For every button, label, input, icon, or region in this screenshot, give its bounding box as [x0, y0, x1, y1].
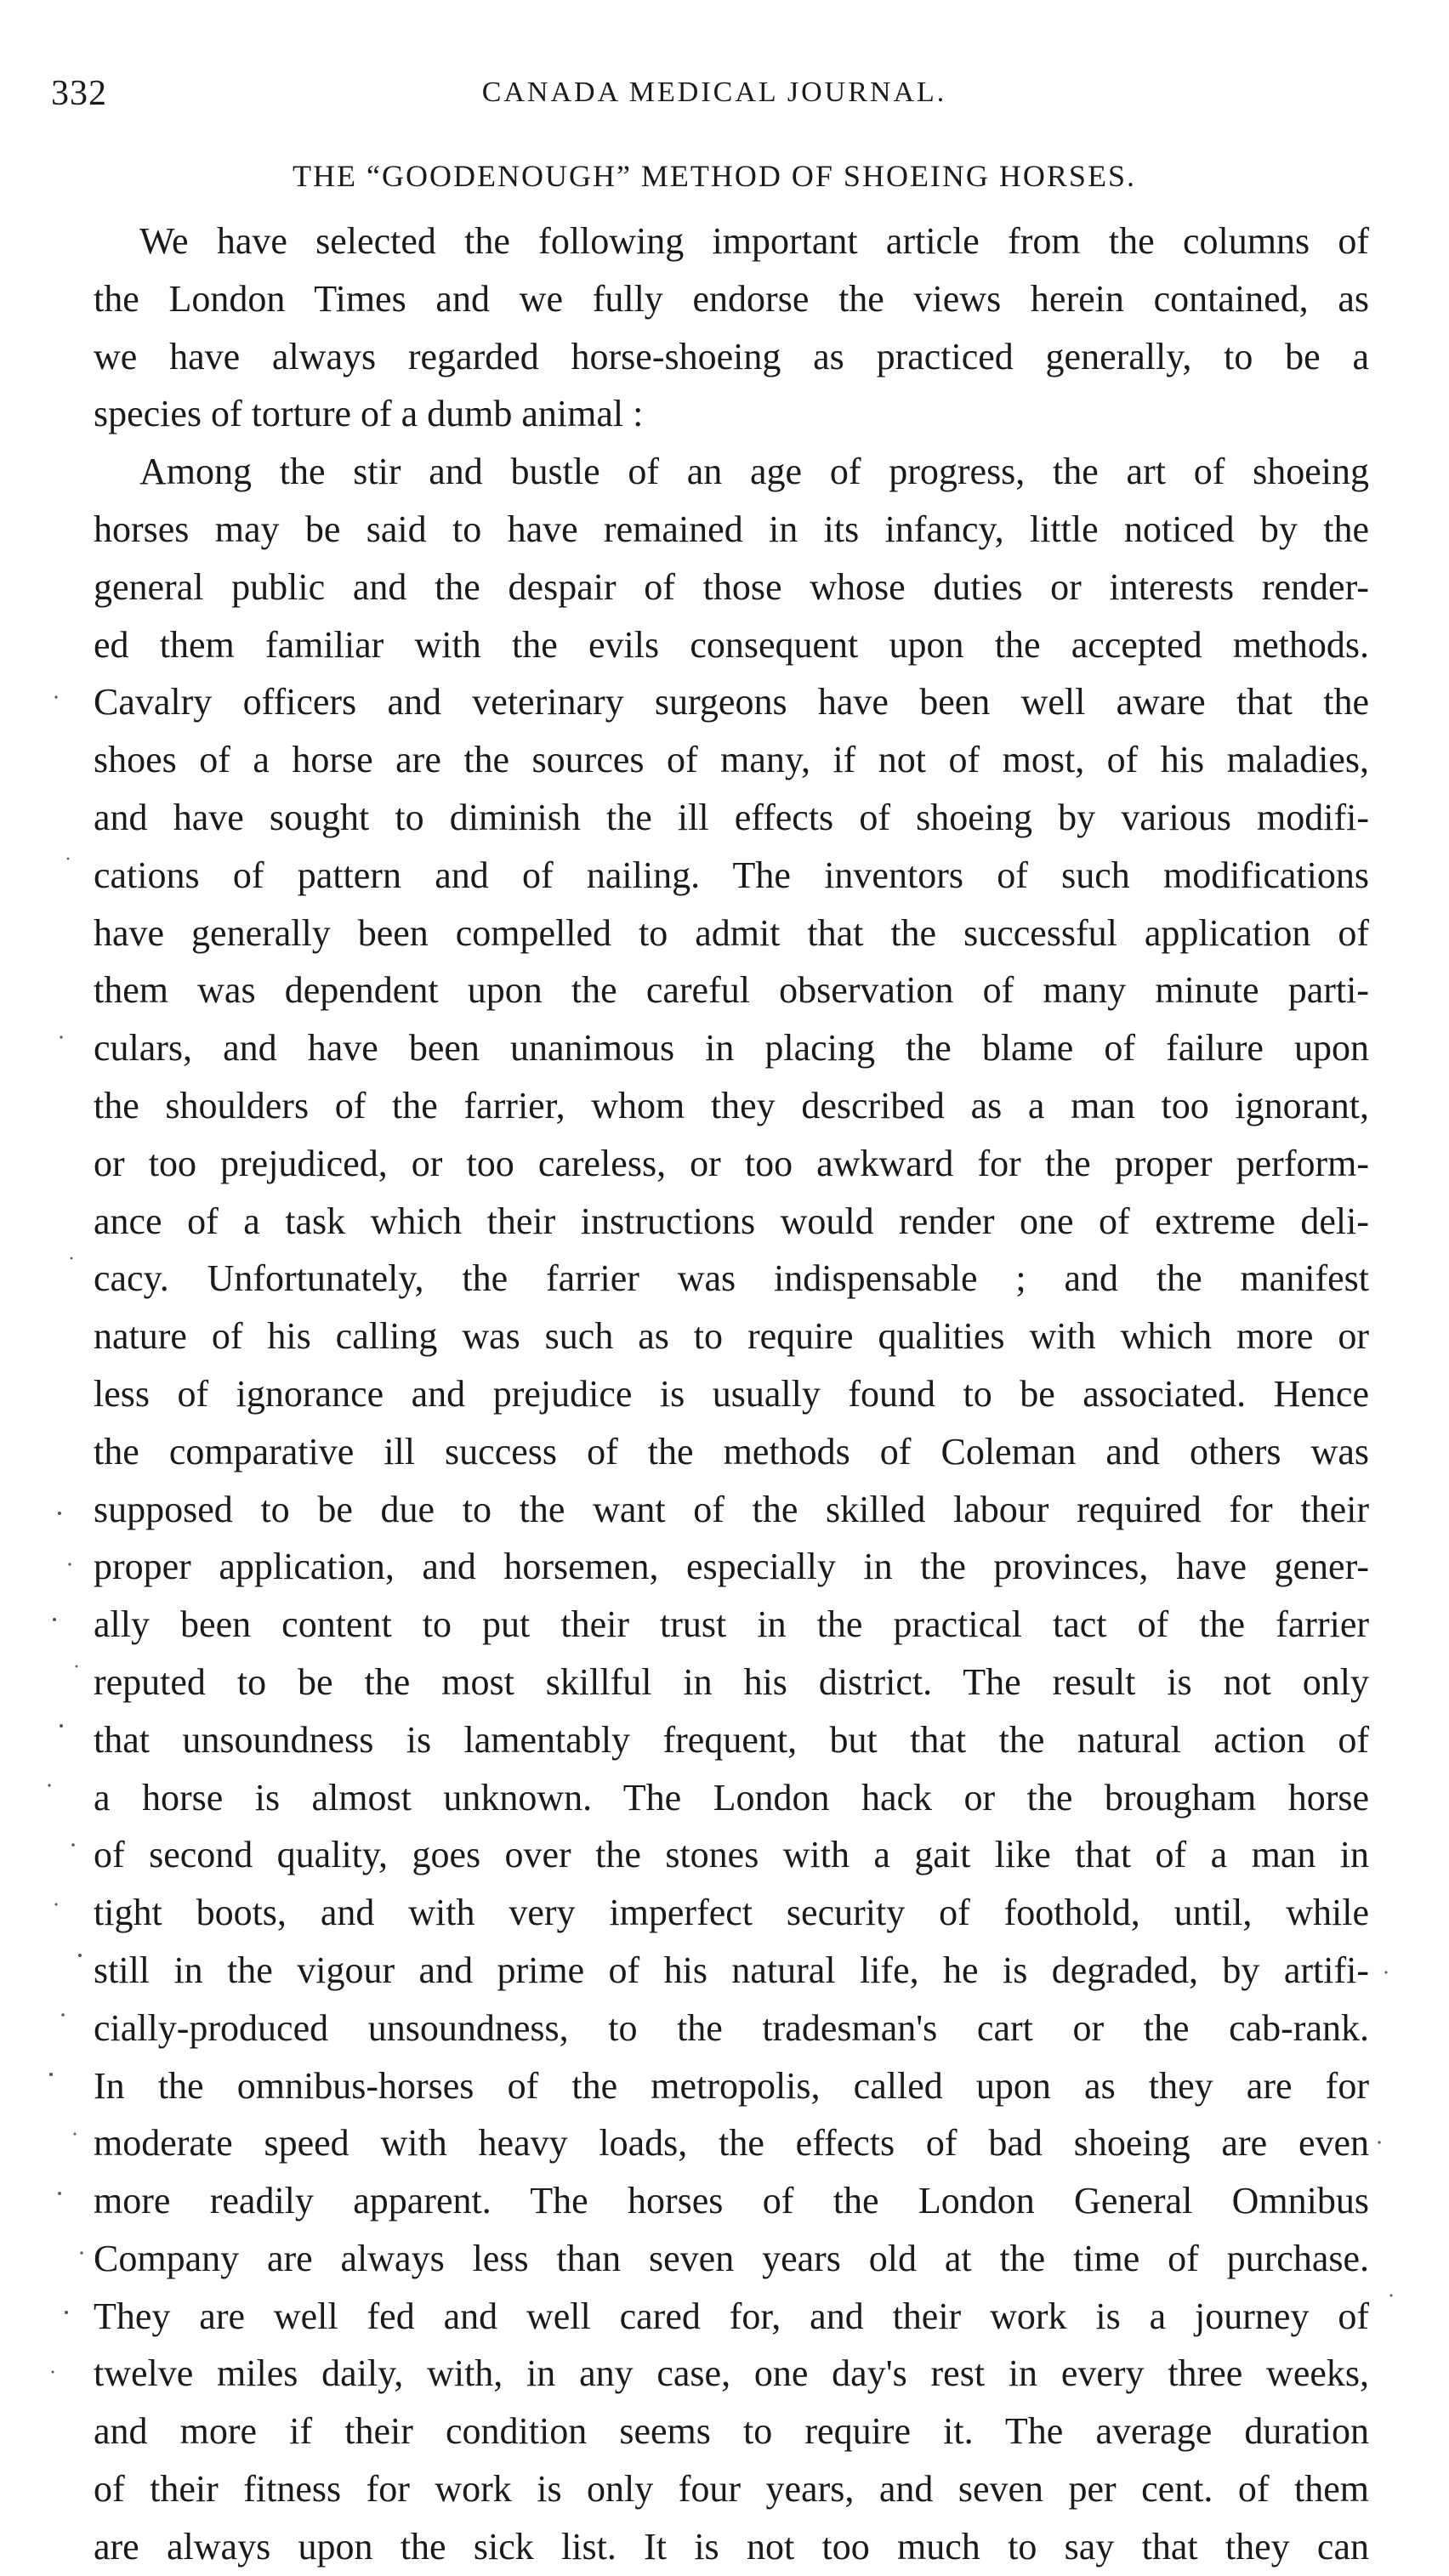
text-line: and have sought to diminish the ill effects of shoeing by various modifi-	[94, 796, 1369, 838]
text-line: have generally been compelled to admit that the successful application of	[94, 911, 1369, 954]
page-header	[51, 73, 1378, 121]
text-line: general public and the despair of those whose duties or interests render-	[94, 565, 1369, 608]
text-line: ed them familiar with the evils consequent upon the accepted methods.	[94, 623, 1369, 666]
text-line: less of ignorance and prejudice is usually found to be associated. Hence	[94, 1372, 1369, 1415]
article-title: THE “GOODENOUGH” METHOD OF SHOEING HORSES.	[293, 159, 1136, 193]
text-line: more readily apparent. The horses of the London General Omnibus	[94, 2180, 1369, 2222]
text-line: horses may be said to have remained in its infancy, little noticed by the	[94, 508, 1369, 550]
page-number: 332	[51, 74, 107, 113]
text-line: reputed to be the most skillful in his district. The result is not only	[94, 1660, 1369, 1703]
text-line: moderate speed with heavy loads, the effects of bad shoeing are even	[94, 2122, 1369, 2165]
text-line: ance of a task which their instructions would render one of extreme deli-	[94, 1200, 1369, 1242]
text-line: culars, and have been unanimous in placing the blame of failure upon	[94, 1027, 1369, 1070]
text-line: proper application, and horsemen, especially in the provinces, have gener-	[94, 1546, 1369, 1588]
text-line: shoes of a horse are the sources of many, if not of most, of his maladies,	[94, 739, 1369, 781]
text-line: still in the vigour and prime of his natural life, he is degraded, by artifi-	[94, 1949, 1369, 1991]
text-line: of their fitness for work is only four years, and seven per cent. of them	[94, 2468, 1369, 2511]
text-line: the shoulders of the farrier, whom they described as a man too ignorant,	[94, 1084, 1369, 1126]
text-line: nature of his calling was such as to require qualities with which more or	[94, 1315, 1369, 1358]
text-line: tight boots, and with very imperfect security of foothold, until, while	[94, 1892, 1369, 1934]
text-line: cially-produced unsoundness, to the tradesman's cart or the cab-rank.	[94, 2006, 1369, 2049]
intro-paragraph	[94, 213, 1369, 443]
text-line: They are well fed and well cared for, and their work is a journey of	[94, 2295, 1369, 2337]
running-head: CANADA MEDICAL JOURNAL.	[481, 77, 947, 108]
text-line: or too prejudiced, or too careless, or too awkward for the proper perform-	[94, 1142, 1369, 1184]
text-line: Among the stir and bustle of an age of progress, the art of shoeing	[139, 451, 1369, 493]
text-line: ally been content to put their trust in the practical tact of the farrier	[94, 1603, 1369, 1646]
text-line: twelve miles daily, with, in any case, one day's rest in every three weeks,	[94, 2352, 1369, 2395]
text-line: and more if their condition seems to require it. The average duration	[94, 2410, 1369, 2453]
text-line: the London Times and we fully endorse the views herein contained, as	[94, 277, 1369, 320]
text-line: In the omnibus-horses of the metropolis, called upon as they are for	[94, 2064, 1369, 2107]
text-line: We have selected the following important article from the columns of	[139, 220, 1369, 262]
text-line: Company are always less than seven years old at the time of purchase.	[94, 2237, 1369, 2279]
text-line: a horse is almost unknown. The London hack or the brougham horse	[94, 1776, 1369, 1819]
text-line: we have always regarded horse-shoeing as practiced generally, to be a	[94, 335, 1369, 377]
text-line: of second quality, goes over the stones with a gait like that of a man in	[94, 1834, 1369, 1876]
text-line: cations of pattern and of nailing. The inventors of such modifications	[94, 854, 1369, 896]
text-line: species of torture of a dumb animal :	[94, 393, 644, 435]
text-line: the comparative ill success of the methods of Coleman and others was	[94, 1430, 1369, 1472]
text-line: cacy. Unfortunately, the farrier was indispensable ; and the manifest	[94, 1257, 1369, 1300]
text-line: supposed to be due to the want of the skilled labour required for their	[94, 1488, 1369, 1530]
text-line: them was dependent upon the careful observation of many minute parti-	[94, 969, 1369, 1012]
main-paragraph	[94, 443, 1369, 2575]
text-line: are always upon the sick list. It is not too much to say that they can	[94, 2525, 1369, 2567]
article-body	[94, 213, 1369, 2576]
text-line: Cavalry officers and veterinary surgeons have been well aware that the	[94, 681, 1369, 723]
text-line: that unsoundness is lamentably frequent, but that the natural action of	[94, 1718, 1369, 1761]
